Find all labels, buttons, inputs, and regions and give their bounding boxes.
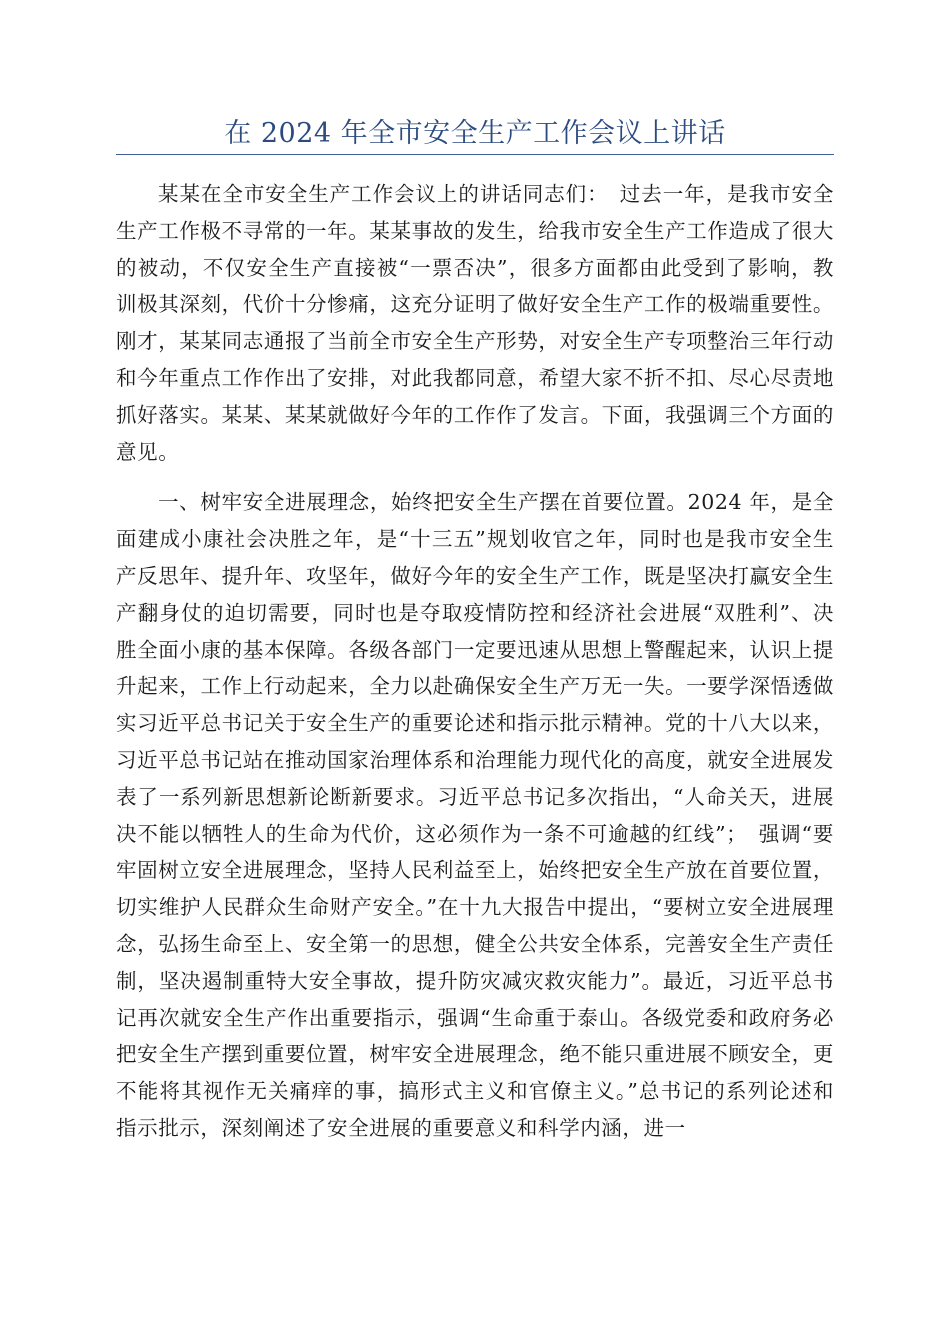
paragraph-intro: 某某在全市安全生产工作会议上的讲话同志们： 过去一年，是我市安全生产工作极不寻常的一年。某某事故的发生，给我市安全生产工作造成了很大的被动，不仅安全生产直接被“一票否决”，很多方面都由此受到了影响，教训极其深刻，代价十分惨痛，这充分证明了做好安全生产工作的极端重要性。刚才，某某同志通报了当前全市安全生产形势，对安全生产专项整治三年行动和今年重点工作作出了安排，对此我都同意，希望大家不折不扣、尽心尽责地抓好落实。某某、某某就做好今年的工作作了发言。下面，我强调三个方面的意见。 [116,182,834,464]
title-underline [116,154,834,155]
document-title: 在 2024 年全市安全生产工作会议上讲话 [224,118,726,149]
paragraph-section-one: 一、树牢安全进展理念，始终把安全生产摆在首要位置。2024 年，是全面建成小康社会决胜之年，是“十三五”规划收官之年，同时也是我市安全生产反思年、提升年、攻坚年，做好今年的安全生产工作，既是坚决打赢安全生产翻身仗的迫切需要，同时也是夺取疫情防控和经济社会进展“双胜利”、决胜全面小康的基本保障。各级各部门一定要迅速从思想上警醒起来，认识上提升起来，工作上行动起来，全力以赴确保安全生产万无一失。一要学深悟透做实习近平总书记关于安全生产的重要论述和指示批示精神。党的十八大以来，习近平总书记站在推动国家治理体系和治理能力现代化的高度，就安全进展发表了一系列新思想新论断新要求。习近平总书记多次指出，“人命关天，进展决不能以牺牲人的生命为代价，这必须作为一条不可逾越的红线”； 强调“要牢固树立安全进展理念，坚持人民利益至上，始终把安全生产放在首要位置，切实维护人民群众生命财产安全。”在十九大报告中提出，“要树立安全进展理念，弘扬生命至上、安全第一的思想，健全公共安全体系，完善安全生产责任制，坚决遏制重特大安全事故，提升防灾减灾救灾能力”。最近，习近平总书记再次就安全生产作出重要指示，强调“生命重于泰山。各级党委和政府务必把安全生产摆到重要位置，树牢安全进展理念，绝不能只重进展不顾安全，更不能将其视作无关痛痒的事，搞形式主义和官僚主义。”总书记的系列论述和指示批示，深刻阐述了安全进展的重要意义和科学内涵，进一 [116,490,834,1140]
document-body [116,176,834,1147]
